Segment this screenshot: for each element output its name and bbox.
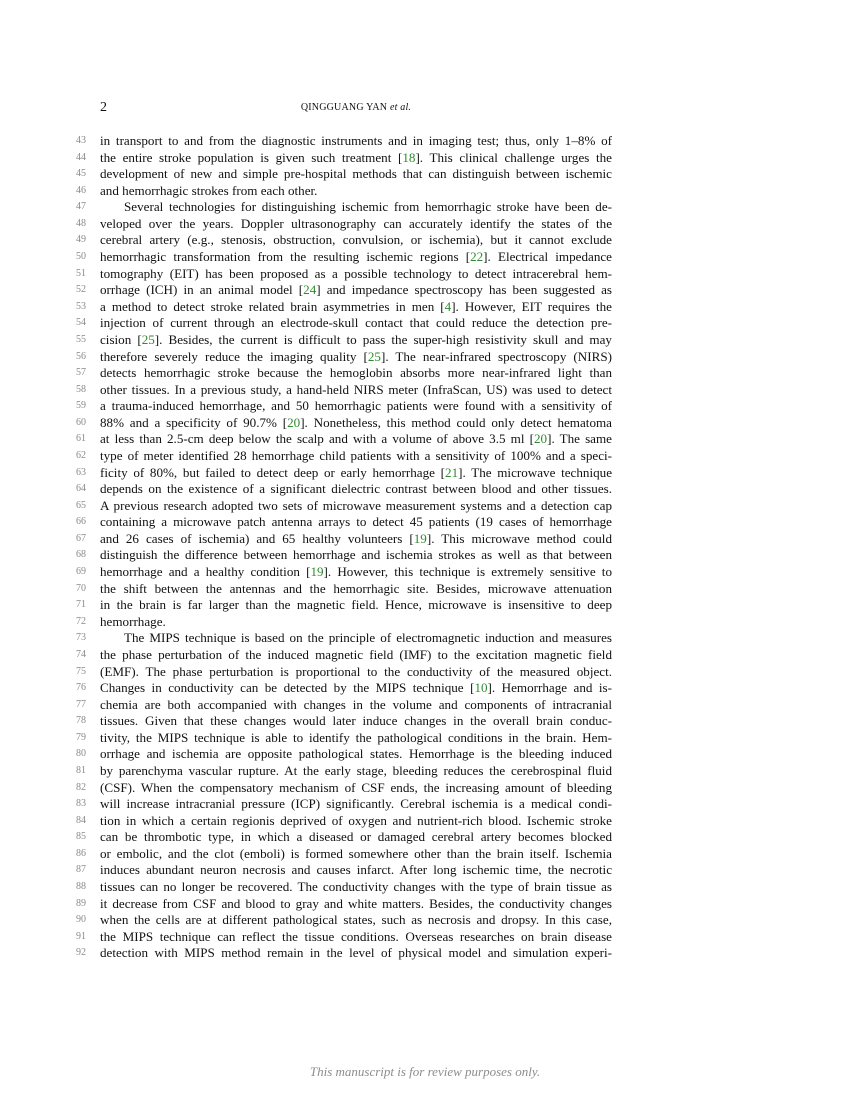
line-number: 80 <box>76 748 86 760</box>
line-text: 88% and a specificity of 90.7% [20]. Nonetheless, this method could only detect hematoma <box>100 414 612 430</box>
line-number: 79 <box>76 731 86 743</box>
text-line <box>0 166 850 183</box>
line-text: injection of current through an electrode-skull contact that could reduce the detection pre- <box>100 315 612 331</box>
line-number: 43 <box>76 135 86 146</box>
line-number: 88 <box>76 881 86 893</box>
text-line <box>0 299 850 316</box>
line-number: 63 <box>76 466 86 478</box>
paper-body <box>0 133 850 962</box>
line-number: 90 <box>76 914 86 926</box>
text-line <box>0 481 850 498</box>
line-text: in the brain is far larger than the magnetic field. Hence, microwave is insensitive to deep <box>100 597 612 613</box>
text-line <box>0 398 850 415</box>
line-number: 78 <box>76 715 86 727</box>
text-line <box>0 332 850 349</box>
line-number: 75 <box>76 665 86 677</box>
text-line <box>0 133 850 150</box>
line-number: 51 <box>76 267 86 279</box>
line-text: and hemorrhagic strokes from each other. <box>100 182 318 198</box>
citation-link[interactable]: 19 <box>310 564 324 580</box>
page-header <box>100 100 612 118</box>
text-line <box>0 912 850 929</box>
line-number: 55 <box>76 333 86 345</box>
text-line <box>0 597 850 614</box>
line-number: 84 <box>76 814 86 826</box>
line-text: development of new and simple pre-hospital methods that can distinguish between ischemic <box>100 166 612 182</box>
line-text: hemorrhage and a healthy condition [19]. However, this technique is extremely sensitive to <box>100 564 612 580</box>
line-text: will increase intracranial pressure (ICP) significantly. Cerebral ischemia is a medical condi- <box>100 796 612 812</box>
text-line <box>0 365 850 382</box>
line-text: it decrease from CSF and blood to gray and white matters. Besides, the conductivity changes <box>100 895 612 911</box>
citation-link[interactable]: 18 <box>402 149 416 165</box>
line-text: The MIPS technique is based on the principle of electromagnetic induction and measures <box>124 630 612 646</box>
line-text: tivity, the MIPS technique is able to identify the pathological conditions in the brain. Hem- <box>100 729 612 745</box>
text-line <box>0 382 850 399</box>
line-number: 73 <box>76 632 86 644</box>
line-number: 48 <box>76 217 86 229</box>
line-number: 66 <box>76 516 86 528</box>
line-number: 65 <box>76 499 86 511</box>
line-number: 56 <box>76 350 86 362</box>
line-text: ficity of 80%, but failed to detect deep or early hemorrhage [21]. The microwave technique <box>100 464 613 480</box>
line-number: 61 <box>76 433 86 445</box>
line-text: therefore severely reduce the imaging quality [25]. The near-infrared spectroscopy (NIRS) <box>100 348 612 364</box>
line-number: 72 <box>76 615 86 627</box>
running-head-suffix: et al. <box>389 102 412 113</box>
line-number: 82 <box>76 781 86 793</box>
page-number: 2 <box>100 100 107 115</box>
line-text: chemia are both accompanied with changes in the volume and components of intracranial <box>100 696 612 712</box>
line-text: orrhage (ICH) in an animal model [24] and impedance spectroscopy has been suggested as <box>100 282 612 298</box>
line-text: veloped over the years. Doppler ultrasonography can accurately identify the states of the <box>100 215 612 231</box>
text-line <box>0 614 850 631</box>
line-text: Changes in conductivity can be detected by the MIPS technique [10]. Hemorrhage and is- <box>100 680 613 696</box>
text-line <box>0 896 850 913</box>
line-text: hemorrhagic transformation from the resulting ischemic regions [22]. Electrical impedance <box>100 249 612 265</box>
line-number: 57 <box>76 367 86 379</box>
text-line <box>0 249 850 266</box>
text-line <box>0 498 850 515</box>
line-number: 59 <box>76 400 86 412</box>
line-text: the entire stroke population is given such treatment [18]. This clinical challenge urges the <box>100 149 612 165</box>
citation-link[interactable]: 24 <box>303 282 317 298</box>
text-line <box>0 183 850 200</box>
line-number: 50 <box>76 251 86 263</box>
line-text: detects hemorrhagic stroke because the hemoglobin absorbs more near-infrared light than <box>100 365 612 381</box>
line-text: a trauma-induced hemorrhage, and 50 hemorrhagic patients were found with a sensitivity of <box>100 398 612 414</box>
text-line <box>0 531 850 548</box>
text-line <box>0 664 850 681</box>
line-number: 89 <box>76 897 86 909</box>
text-line <box>0 282 850 299</box>
line-text: tion in which a certain regionis deprived of oxygen and nutrient-rich blood. Ischemic stroke <box>100 812 612 828</box>
text-line <box>0 581 850 598</box>
line-number: 74 <box>76 648 86 660</box>
text-line <box>0 448 850 465</box>
line-number: 83 <box>76 798 86 810</box>
line-text: cerebral artery (e.g., stenosis, obstruction, convulsion, or ischemia), but it cannot exclude <box>100 232 612 248</box>
line-number: 77 <box>76 698 86 710</box>
line-text: A previous research adopted two sets of microwave measurement systems and a detection cap <box>100 497 612 513</box>
text-line <box>0 862 850 879</box>
text-line <box>0 730 850 747</box>
text-line <box>0 813 850 830</box>
line-number: 67 <box>76 532 86 544</box>
citation-link[interactable]: 22 <box>470 249 484 265</box>
text-line <box>0 349 850 366</box>
line-number: 91 <box>76 930 86 942</box>
line-text: or embolic, and the clot (emboli) is formed somewhere other than the brain itself. Ischemia <box>100 845 612 861</box>
text-line <box>0 315 850 332</box>
line-number: 86 <box>76 847 86 859</box>
line-number: 87 <box>76 864 86 876</box>
citation-link[interactable]: 4 <box>444 298 452 314</box>
line-number: 54 <box>76 317 86 329</box>
line-number: 76 <box>76 682 86 694</box>
line-number: 45 <box>76 168 86 180</box>
running-head <box>100 102 612 113</box>
line-text: a method to detect stroke related brain asymmetries in men [4]. However, EIT requires the <box>100 298 612 314</box>
citation-link[interactable]: 20 <box>533 431 548 447</box>
line-number: 53 <box>76 300 86 312</box>
line-number: 60 <box>76 416 86 428</box>
running-head-author: QINGGUANG YAN <box>300 102 388 113</box>
text-line <box>0 697 850 714</box>
citation-link[interactable]: 19 <box>413 530 427 546</box>
line-text: cision [25]. Besides, the current is difficult to pass the super-high resistivity skull and may <box>100 331 612 347</box>
text-line <box>0 829 850 846</box>
citation-link[interactable]: 21 <box>445 464 459 480</box>
text-line <box>0 680 850 697</box>
text-line <box>0 465 850 482</box>
line-number: 68 <box>76 549 86 561</box>
citation-link[interactable]: 25 <box>367 348 381 364</box>
text-line <box>0 945 850 962</box>
text-line <box>0 713 850 730</box>
line-number: 49 <box>76 234 86 246</box>
line-text: the MIPS technique can reflect the tissue conditions. Overseas researches on brain disease <box>100 928 612 944</box>
citation-link[interactable]: 20 <box>287 414 301 430</box>
text-line <box>0 879 850 896</box>
line-text: orrhage and ischemia are opposite pathological states. Hemorrhage is the bleeding induced <box>100 746 612 762</box>
text-line <box>0 266 850 283</box>
text-line <box>0 232 850 249</box>
line-text: the phase perturbation of the induced magnetic field (IMF) to the excitation magnetic field <box>100 646 612 662</box>
text-line <box>0 415 850 432</box>
line-number: 44 <box>76 151 86 163</box>
text-line <box>0 514 850 531</box>
line-text: Several technologies for distinguishing ischemic from hemorrhagic stroke have been de- <box>124 199 612 215</box>
review-footer: This manuscript is for review purposes only. <box>309 1064 541 1079</box>
text-line <box>0 431 850 448</box>
line-number: 47 <box>76 201 86 213</box>
line-number: 81 <box>76 764 86 776</box>
text-line <box>0 929 850 946</box>
text-line <box>0 846 850 863</box>
text-line <box>0 647 850 664</box>
citation-link[interactable]: 25 <box>141 331 155 347</box>
line-number: 85 <box>76 831 86 843</box>
line-text: the shift between the antennas and the hemorrhagic site. Besides, microwave attenuation <box>100 580 612 596</box>
line-number: 64 <box>76 483 86 495</box>
line-text: (EMF). The phase perturbation is proportional to the conductivity of the measured object. <box>100 663 612 679</box>
line-number: 46 <box>76 184 86 196</box>
line-text: distinguish the difference between hemorrhage and ischemia strokes as well as that between <box>100 547 612 563</box>
line-text: detection with MIPS method remain in the level of physical model and simulation experi- <box>100 945 612 961</box>
line-text: type of meter identified 28 hemorrhage child patients with a sensitivity of 100% and a speci- <box>100 447 612 463</box>
text-line <box>0 746 850 763</box>
line-text: hemorrhage. <box>100 613 166 629</box>
text-line <box>0 780 850 797</box>
line-text: in transport to and from the diagnostic instruments and in imaging test; thus, only 1–8% of <box>100 133 612 148</box>
line-text: tomography (EIT) has been proposed as a possible technology to detect intracerebral hem- <box>100 265 612 281</box>
line-text: tissues. Given that these changes would later induce changes in the overall brain conduc- <box>100 713 612 729</box>
line-number: 58 <box>76 383 86 395</box>
text-line <box>0 547 850 564</box>
line-number: 69 <box>76 566 86 578</box>
line-number: 70 <box>76 582 86 594</box>
line-number: 92 <box>76 947 86 959</box>
text-line <box>0 763 850 780</box>
line-text: containing a microwave patch antenna arrays to detect 45 patients (19 cases of hemorrhage <box>100 514 612 530</box>
text-line <box>0 630 850 647</box>
line-text: and 26 cases of ischemia) and 65 healthy volunteers [19]. This microwave method could <box>100 530 612 546</box>
line-text: induces abundant neuron necrosis and causes infarct. After long ischemic time, the necrotic <box>100 862 612 878</box>
line-number: 52 <box>76 284 86 296</box>
line-text: when the cells are at different pathological states, such as necrosis and dropsy. In this case, <box>100 912 612 928</box>
text-line <box>0 150 850 167</box>
line-number: 71 <box>76 599 86 611</box>
text-line <box>0 796 850 813</box>
line-text: at less than 2.5-cm deep below the scalp and with a volume of above 3.5 ml [20]. The same <box>100 431 612 447</box>
citation-link[interactable]: 10 <box>474 680 488 696</box>
line-text: depends on the existence of a significant dielectric contrast between blood and other tissues. <box>100 481 612 497</box>
line-text: can be thrombotic type, in which a diseased or damaged cerebral artery becomes blocked <box>100 829 612 845</box>
line-text: other tissues. In a previous study, a hand-held NIRS meter (InfraScan, US) was used to detect <box>100 381 612 397</box>
text-line <box>0 564 850 581</box>
line-number: 62 <box>76 449 86 461</box>
line-text: (CSF). When the compensatory mechanism of CSF ends, the increasing amount of bleeding <box>100 779 612 795</box>
line-text: tissues can no longer be recovered. The conductivity changes with the type of brain tissue as <box>100 879 612 895</box>
text-line <box>0 216 850 233</box>
text-line <box>0 199 850 216</box>
line-text: by parenchyma vascular rupture. At the early stage, bleeding reduces the cerebrospinal fluid <box>100 762 612 778</box>
